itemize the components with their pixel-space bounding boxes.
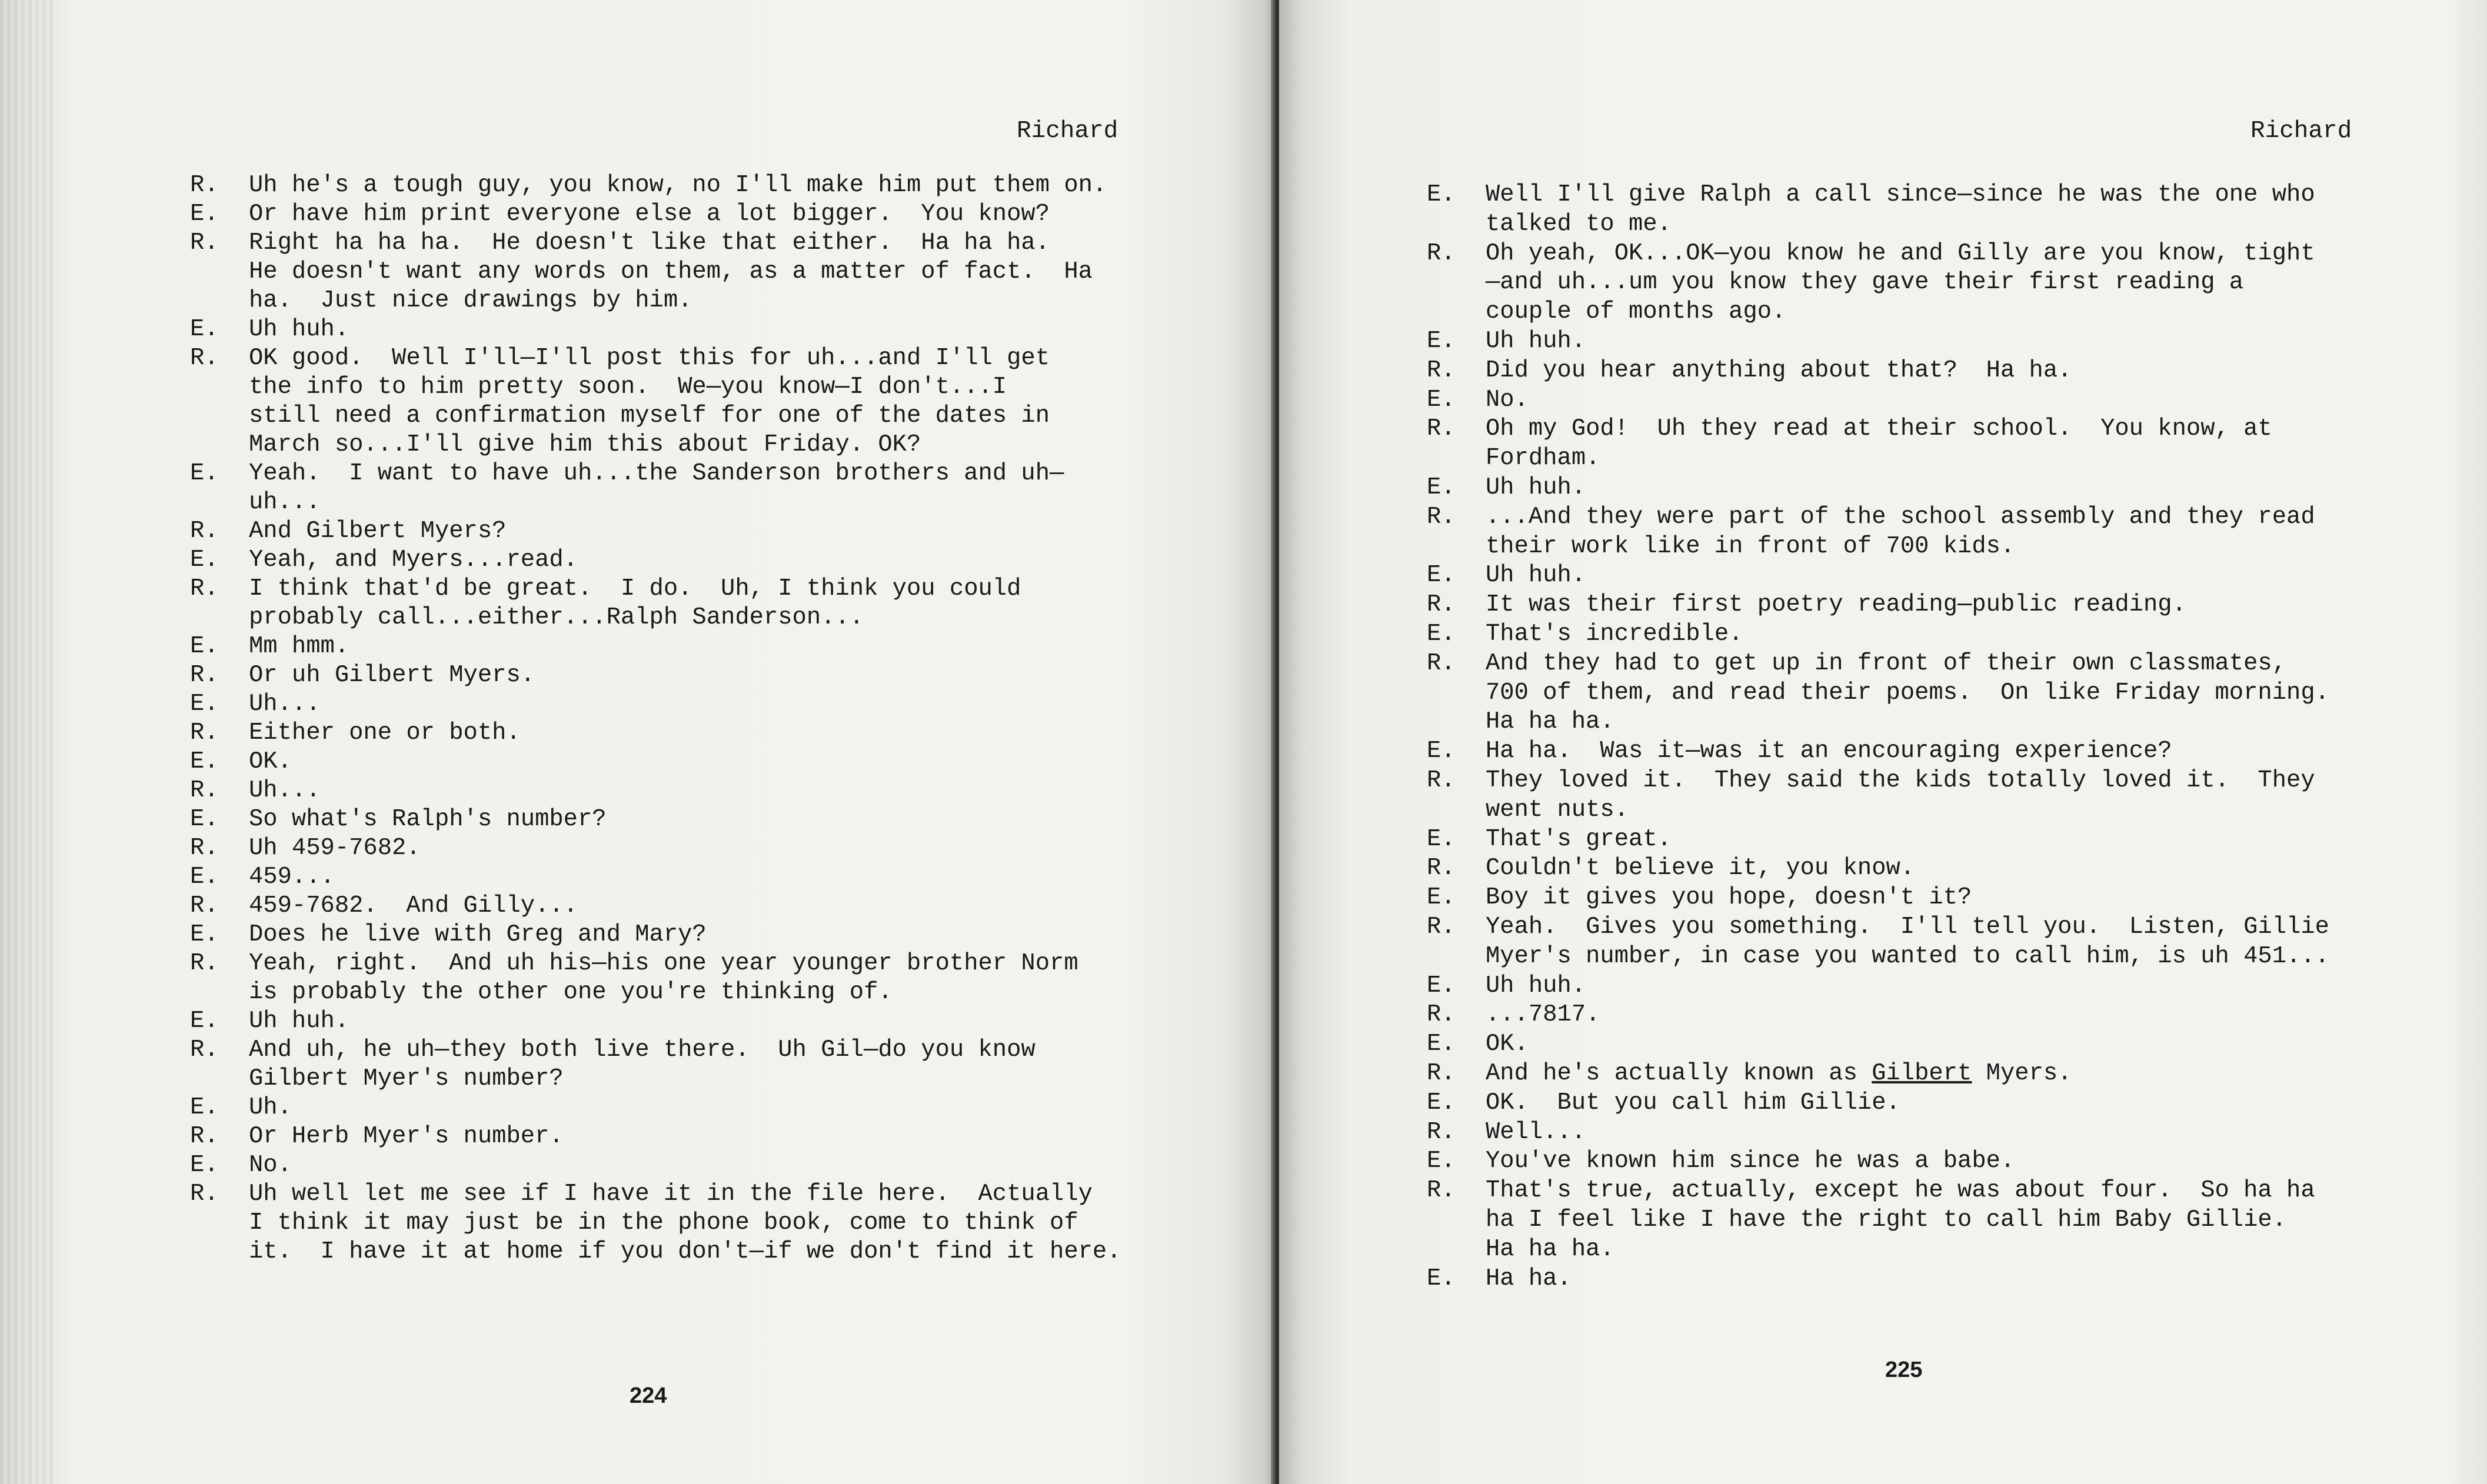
line-text: Does he live with Greg and Mary? <box>249 921 707 948</box>
speaker-label: R. <box>190 777 219 804</box>
page-number: 225 <box>1885 1358 1923 1382</box>
line-text: went nuts. <box>1486 796 1629 823</box>
speaker-label: E. <box>1427 328 1456 355</box>
speaker-label: R. <box>1427 1177 1456 1205</box>
line-text: Uh... <box>249 777 321 804</box>
speaker-label: E. <box>190 546 219 573</box>
line-text: the info to him pretty soon. We—you know—I don't...I <box>249 373 1007 401</box>
speaker-label: R. <box>190 1180 219 1208</box>
speaker-label: E. <box>1427 1089 1456 1116</box>
speaker-label: R. <box>1427 239 1456 267</box>
line-text: You've known him since he was a babe. <box>1486 1148 2015 1175</box>
line-text: Yeah. Gives you something. I'll tell you. Listen, Gillie <box>1486 913 2329 941</box>
line-text: Yeah, right. And uh his—his one year younger brother Norm <box>249 950 1078 977</box>
line-text: No. <box>1486 386 1529 413</box>
line-text: Yeah. I want to have uh...the Sanderson brothers and uh— <box>249 460 1064 487</box>
speaker-label: E. <box>190 806 219 833</box>
speaker-label: E. <box>190 1152 219 1179</box>
line-text: Gilbert Myer's number? <box>249 1065 564 1092</box>
line-text: Or uh Gilbert Myers. <box>249 662 535 689</box>
speaker-label: E. <box>1427 884 1456 912</box>
page-edges <box>0 0 53 1484</box>
speaker-label: R. <box>1427 1001 1456 1029</box>
line-text: Uh. <box>249 1094 292 1121</box>
line-text: it. I have it at home if you don't—if we don't find it here. <box>249 1238 1121 1265</box>
speaker-label: R. <box>190 892 219 919</box>
speaker-label: R. <box>190 1123 219 1150</box>
line-text: Or have him print everyone else a lot bigger. You know? <box>249 201 1050 228</box>
line-text: Either one or both. <box>249 719 521 746</box>
line-text: ha. Just nice drawings by him. <box>249 287 693 314</box>
line-text: 459-7682. And Gilly... <box>249 892 578 919</box>
line-text: He doesn't want any words on them, as a matter of fact. Ha <box>249 258 1093 285</box>
line-text: —and uh...um you know they gave their first reading a <box>1486 269 2244 296</box>
line-text: OK. <box>1486 1031 1529 1058</box>
line-text: Couldn't believe it, you know. <box>1486 855 1915 882</box>
line-text: Uh well let me see if I have it in the file here. Actually <box>249 1180 1093 1208</box>
line-text: Uh huh. <box>1486 562 1586 589</box>
line-text: ...And they were part of the school assembly and they read <box>1486 503 2315 531</box>
line-text: ha I feel like I have the right to call him Baby Gillie. <box>1486 1206 2287 1233</box>
line-text: Uh huh. <box>1486 474 1586 501</box>
speaker-label: R. <box>190 172 219 199</box>
speaker-label: E. <box>190 460 219 487</box>
line-text: So what's Ralph's number? <box>249 806 607 833</box>
line-text: Myer's number, in case you wanted to call him, is uh 451... <box>1486 942 2329 970</box>
line-text: And he's actually known as Gilbert Myers. <box>1486 1060 2072 1087</box>
line-text: Uh huh. <box>1486 328 1586 355</box>
speaker-label: R. <box>1427 913 1456 941</box>
line-text: Uh huh. <box>249 1008 349 1035</box>
line-text: Uh huh. <box>1486 972 1586 999</box>
line-text: Or Herb Myer's number. <box>249 1123 564 1150</box>
speaker-label: R. <box>1427 767 1456 794</box>
speaker-label: E. <box>1427 1265 1456 1292</box>
speaker-label: E. <box>190 921 219 948</box>
speaker-label: R. <box>190 518 219 545</box>
line-text: Uh huh. <box>249 316 349 343</box>
line-text: Well... <box>1486 1118 1586 1146</box>
line-text: Fordham. <box>1486 445 1600 472</box>
speaker-label: E. <box>1427 825 1456 853</box>
line-text: That's great. <box>1486 825 1672 853</box>
line-text: That's incredible. <box>1486 621 1743 648</box>
speaker-label: E. <box>1427 972 1456 999</box>
speaker-label: E. <box>1427 474 1456 501</box>
underlined-name: Gilbert <box>1872 1060 1972 1087</box>
speaker-label: R. <box>1427 356 1456 384</box>
line-text: Uh... <box>249 691 321 718</box>
speaker-label: R. <box>190 575 219 602</box>
line-text: OK. But you call him Gillie. <box>1486 1089 1900 1116</box>
running-head: Richard <box>2250 118 2352 145</box>
speaker-label: R. <box>190 1036 219 1063</box>
speaker-label: R. <box>190 950 219 977</box>
speaker-label: R. <box>1427 1118 1456 1146</box>
line-text: is probably the other one you're thinking of. <box>249 979 893 1006</box>
speaker-label: R. <box>1427 591 1456 619</box>
speaker-label: E. <box>190 691 219 718</box>
line-text: And uh, he uh—they both live there. Uh Gil—do you know <box>249 1036 1036 1063</box>
line-text: Ha ha ha. <box>1486 708 1614 736</box>
line-text: Right ha ha ha. He doesn't like that either. Ha ha ha. <box>249 229 1050 256</box>
line-text: I think it may just be in the phone book, come to think of <box>249 1209 1078 1236</box>
speaker-label: R. <box>190 345 219 372</box>
speaker-label: R. <box>1427 649 1456 677</box>
line-text: Did you hear anything about that? Ha ha. <box>1486 356 2072 384</box>
speaker-label: R. <box>1427 503 1456 531</box>
line-text: still need a confirmation myself for one of the dates in <box>249 402 1050 429</box>
page-number: 224 <box>630 1383 667 1408</box>
line-text: OK good. Well I'll—I'll post this for uh...and I'll get <box>249 345 1050 372</box>
speaker-label: E. <box>1427 386 1456 413</box>
speaker-label: E. <box>190 201 219 228</box>
line-text: probably call...either...Ralph Sanderson... <box>249 604 864 631</box>
line-text: couple of months ago. <box>1486 298 1786 326</box>
line-text: Yeah, and Myers...read. <box>249 546 578 573</box>
speaker-label: E. <box>1427 738 1456 765</box>
line-text: Uh he's a tough guy, you know, no I'll make him put them on. <box>249 172 1107 199</box>
speaker-label: E. <box>1427 621 1456 648</box>
line-text: their work like in front of 700 kids. <box>1486 532 2015 560</box>
line-text: No. <box>249 1152 292 1179</box>
speaker-label: R. <box>190 662 219 689</box>
line-text: They loved it. They said the kids totally loved it. They <box>1486 767 2315 794</box>
line-text: And Gilbert Myers? <box>249 518 507 545</box>
speaker-label: R. <box>1427 855 1456 882</box>
running-head: Richard <box>1017 118 1118 145</box>
line-text: Mm hmm. <box>249 633 349 660</box>
line-text: Boy it gives you hope, doesn't it? <box>1486 884 1972 912</box>
line-text: Oh my God! Uh they read at their school. You know, at <box>1486 415 2272 443</box>
line-text: Ha ha. Was it—was it an encouraging experience? <box>1486 738 2172 765</box>
speaker-label: E. <box>1427 181 1456 208</box>
line-text: Well I'll give Ralph a call since—since he was the one who <box>1486 181 2315 208</box>
speaker-label: R. <box>1427 1060 1456 1087</box>
speaker-label: E. <box>190 633 219 660</box>
line-text: March so...I'll give him this about Friday. OK? <box>249 431 921 458</box>
speaker-label: E. <box>1427 562 1456 589</box>
speaker-label: E. <box>190 748 219 775</box>
line-text: I think that'd be great. I do. Uh, I think you could <box>249 575 1021 602</box>
line-text: OK. <box>249 748 292 775</box>
speaker-label: E. <box>1427 1148 1456 1175</box>
speaker-label: E. <box>190 1008 219 1035</box>
line-text: Oh yeah, OK...OK—you know he and Gilly are you know, tight <box>1486 239 2315 267</box>
speaker-label: E. <box>190 863 219 891</box>
speaker-label: E. <box>190 316 219 343</box>
speaker-label: R. <box>190 229 219 256</box>
line-text: That's true, actually, except he was about four. So ha ha <box>1486 1177 2315 1205</box>
line-text: It was their first poetry reading—public reading. <box>1486 591 2186 619</box>
speaker-label: E. <box>1427 1031 1456 1058</box>
line-text: And they had to get up in front of their own classmates, <box>1486 649 2287 677</box>
line-text: 459... <box>249 863 335 891</box>
line-text: Ha ha. <box>1486 1265 1572 1292</box>
speaker-label: R. <box>190 835 219 862</box>
line-text: talked to me. <box>1486 210 1672 238</box>
line-text: Uh 459-7682. <box>249 835 421 862</box>
speaker-label: R. <box>190 719 219 746</box>
right-page <box>1279 0 2487 1484</box>
speaker-label: R. <box>1427 415 1456 443</box>
line-text: 700 of them, and read their poems. On like Friday morning. <box>1486 679 2329 706</box>
speaker-label: E. <box>190 1094 219 1121</box>
line-text: Ha ha ha. <box>1486 1235 1614 1263</box>
line-text: ...7817. <box>1486 1001 1600 1029</box>
line-text: uh... <box>249 489 321 516</box>
